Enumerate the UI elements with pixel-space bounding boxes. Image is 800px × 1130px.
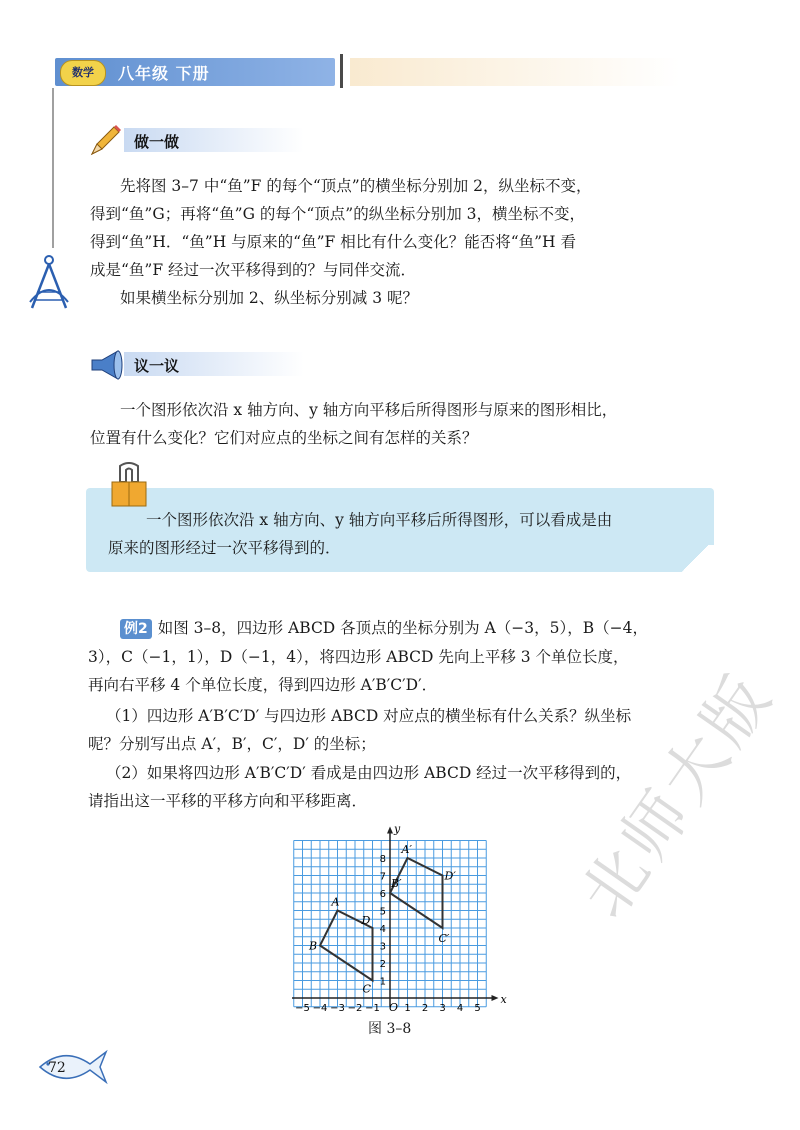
- text-line: 呢？分别写出点 A′，B′，C′，D′ 的坐标；: [88, 735, 376, 753]
- x-tick-label: −1: [365, 1003, 380, 1014]
- y-axis-label: y: [394, 826, 401, 836]
- callout-text: [146, 506, 612, 534]
- text-line: 得到“鱼”H．“鱼”H 与原来的“鱼”F 相比有什么变化？能否将“鱼”H 看: [90, 233, 576, 251]
- y-axis-arrow: [387, 827, 393, 834]
- example-text: [106, 759, 631, 787]
- callout-text: [108, 534, 341, 562]
- section2-text: [90, 424, 478, 452]
- text-line: 3），C（−1，1），D（−1，4），将四边形 ABCD 先向上平移 3 个单位长度，: [88, 648, 629, 666]
- page-number: 72: [48, 1060, 66, 1076]
- margin-line: [52, 88, 54, 248]
- section-title-discuss: 议一议: [134, 357, 180, 375]
- figure-caption: 图 3–8: [368, 1021, 412, 1037]
- section1-text: [120, 284, 418, 312]
- y-tick-label: 6: [379, 889, 386, 900]
- binder-clip-icon: [106, 462, 152, 510]
- coordinate-figure: [286, 826, 516, 1018]
- text-line: 如果横坐标分别加 2、纵坐标分别减 3 呢？: [120, 289, 419, 307]
- y-tick-label: 3: [379, 941, 386, 953]
- text-line: 一个图形依次沿 x 轴方向、y 轴方向平移后所得图形与原来的图形相比，: [120, 401, 618, 419]
- text-line: 先将图 3–7 中“鱼”F 的每个“顶点”的横坐标分别加 2，纵坐标不变，: [120, 177, 592, 195]
- x-tick-label: 4: [456, 1003, 464, 1014]
- math-logo: 数学: [60, 60, 106, 86]
- example-text: [120, 614, 648, 643]
- text-line: 原来的图形经过一次平移得到的．: [108, 539, 341, 557]
- x-tick-label: 3: [439, 1003, 446, 1014]
- x-tick-label: 5: [474, 1003, 481, 1014]
- section2-text: [120, 396, 617, 424]
- pencil-icon: [88, 122, 124, 158]
- x-tick-label: 1: [404, 1003, 411, 1014]
- y-tick-label: 5: [379, 906, 386, 918]
- vertex-label: C: [362, 982, 371, 996]
- y-tick-label: 1: [379, 976, 386, 988]
- vertex-label: B′: [391, 877, 402, 890]
- vertex-label: D: [361, 914, 371, 927]
- example-text: [106, 702, 631, 730]
- vertex-label: C′: [438, 932, 450, 945]
- vertex-label: B: [309, 939, 318, 953]
- text-line: （1）四边形 A′B′C′D′ 与四边形 ABCD 对应点的横坐标有什么关系？纵坐标: [106, 707, 632, 725]
- x-tick-label: −2: [347, 1003, 363, 1014]
- header-divider: [340, 54, 343, 88]
- book-grade-title: 八年级 下册: [118, 64, 210, 83]
- y-tick-label: 7: [379, 871, 386, 883]
- example-text: [88, 787, 367, 815]
- text-line: 成是“鱼”F 经过一次平移得到的？与同伴交流．: [90, 261, 417, 279]
- text-line: 请指出这一平移的平移方向和平移距离．: [88, 792, 368, 810]
- section1-text: [120, 172, 592, 200]
- text-line: [120, 614, 648, 643]
- x-tick-label: −3: [330, 1003, 345, 1014]
- vertex-label: A: [331, 895, 340, 909]
- example-text: [88, 730, 376, 758]
- origin-label: O: [389, 1001, 399, 1014]
- text-line: 一个图形依次沿 x 轴方向、y 轴方向平移后所得图形，可以看成是由: [146, 511, 613, 529]
- page-curl: [676, 545, 714, 572]
- vertex-label: D′: [444, 869, 456, 883]
- text-line: 位置有什么变化？它们对应点的坐标之间有怎样的关系？: [90, 429, 478, 447]
- example-badge: 例2: [120, 619, 152, 639]
- x-tick-label: 2: [421, 1003, 429, 1014]
- x-axis-label: x: [500, 993, 507, 1006]
- example-text: [88, 643, 629, 699]
- x-tick-label: −5: [295, 1003, 310, 1014]
- publisher-watermark: 北师大版: [567, 659, 789, 932]
- section-title-do: 做一做: [134, 133, 180, 151]
- vertex-label: A′: [401, 843, 412, 856]
- text-line: 再向右平移 4 个单位长度，得到四边形 A′B′C′D′．: [88, 676, 438, 694]
- text-line: （2）如果将四边形 A′B′C′D′ 看成是由四边形 ABCD 经过一次平移得到的，: [106, 764, 632, 782]
- x-axis-arrow: [492, 995, 499, 1001]
- text-line: 得到“鱼”G；再将“鱼”G 的每个“顶点”的纵坐标分别加 3，横坐标不变，: [90, 205, 586, 223]
- section1-text: [90, 200, 585, 284]
- y-tick-label: 2: [379, 959, 386, 970]
- header-right-band: [350, 58, 680, 86]
- y-tick-label: 4: [379, 924, 386, 935]
- example-line: 如图 3–8，四边形 ABCD 各顶点的坐标分别为 A（−3，5），B（−4，: [157, 619, 648, 637]
- fish-page-badge: [34, 1044, 110, 1090]
- megaphone-icon: [88, 348, 126, 382]
- x-tick-label: −4: [312, 1003, 328, 1014]
- compass-icon: [22, 252, 76, 314]
- y-tick-label: 8: [379, 854, 386, 865]
